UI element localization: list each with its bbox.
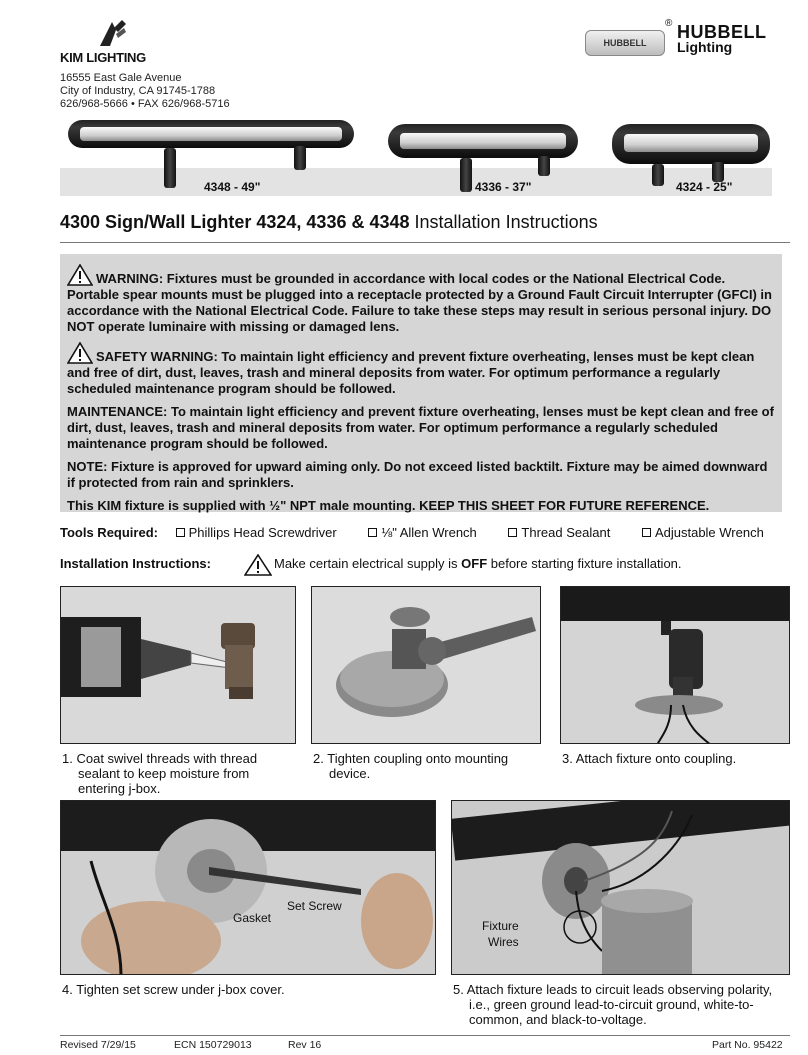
title-divider [60,242,790,243]
footer-rev: Rev 16 [288,1039,322,1051]
fixture-wires-label-1: Fixture [482,919,519,933]
address-line-1: 16555 East Gale Avenue [60,72,182,84]
product-label-4336: 4336 - 37" [475,180,532,194]
address-line-2: City of Industry, CA 91745-1788 [60,85,216,97]
hubbell-lighting-logo [585,18,795,58]
hubbell-sub: Lighting [677,39,733,55]
warning-general: WARNING: Fixtures must be grounded in accordance with local codes or the National Electrical Code. Portable spear mounts must be plugged into a receptacle protected by a Ground Fault Circuit Interrupter (GFCI) in accordance with the National Electrical Code. Failure to take these steps may result in serious personal injury. DO NOT operate luminaire with missing or damaged lens. [67,264,774,335]
warning-safety: SAFETY WARNING: To maintain light efficiency and prevent fixture overheating, lenses must be kept clean and free of dirt, dust, leaves, trash and mineral deposits from water. For optimum performance a regularly scheduled maintenance program should be followed. [67,342,774,397]
footer-part-number: Part No. 95422 [712,1039,783,1051]
page-title [60,212,598,233]
power-off-message: Make certain electrical supply is OFF before starting fixture installation. [274,556,682,571]
tools-label: Tools Required: [60,525,158,540]
checkbox-icon [508,528,517,537]
step-2-photo [311,586,541,744]
step-4-caption: 4. Tighten set screw under j-box cover. [62,982,285,997]
warning-triangle-icon [67,264,93,286]
footer-divider [60,1035,790,1036]
product-label-4348: 4348 - 49" [204,180,261,194]
step-5-caption: 5. Attach fixture leads to circuit leads observing polarity, i.e., green ground lead-to-circuit ground, white-to-common, and black-to-voltage. [453,982,773,1027]
step-2-caption: 2. Tighten coupling onto mounting device. [313,751,509,781]
title-bold: 4300 Sign/Wall Lighter 4324, 4336 & 4348 [60,212,410,232]
title-regular: Installation Instructions [409,212,598,232]
footer-revised: Revised 7/29/15 [60,1039,136,1051]
kim-lighting-logo [60,18,170,68]
hubbell-badge: HUBBELL [585,30,665,56]
kim-logo-mark-icon [96,18,130,48]
warning-box [60,254,782,512]
tool-item: ⅛" Allen Wrench [368,525,476,540]
gasket-label: Gasket [233,911,272,925]
step-3-photo [560,586,790,744]
mounting-note: This KIM fixture is supplied with ½" NPT male mounting. KEEP THIS SHEET FOR FUTURE REFERENCE. [67,498,710,513]
tools-required [60,525,764,540]
registered-mark: ® [665,18,673,29]
step-4-photo [60,800,436,975]
fixture-wires-label-2: Wires [488,935,519,949]
checkbox-icon [642,528,651,537]
maintenance-note: MAINTENANCE: To maintain light efficiency and prevent fixture overheating, lenses must be kept clean and free of dirt, dust, leaves, trash and mineral deposits from water. For optimum performance a regularly scheduled maintenance program should be followed. [67,404,774,451]
tool-item: Thread Sealant [508,525,610,540]
set-screw-label: Set Screw [287,899,342,913]
address-block [60,72,230,111]
tool-item: Phillips Head Screwdriver [176,525,337,540]
step-1-caption: 1. Coat swivel threads with thread sealant to keep moisture from entering j-box. [62,751,258,796]
checkbox-icon [368,528,377,537]
step-1-photo [60,586,296,744]
footer-ecn: ECN 150729013 [174,1039,252,1051]
aiming-note: NOTE: Fixture is approved for upward aiming only. Do not exceed listed backtilt. Fixture may be aimed downward if protected from rain and sprinklers. [67,459,768,490]
installation-header [60,556,682,571]
installation-label: Installation Instructions: [60,556,211,571]
product-label-4324: 4324 - 25" [676,180,733,194]
step-3-caption: 3. Attach fixture onto coupling. [562,751,737,766]
checkbox-icon [176,528,185,537]
address-line-3: 626/968-5666 • FAX 626/968-5716 [60,98,230,110]
brand-name: KIM LIGHTING [60,50,146,65]
warning-triangle-icon [67,342,93,364]
hubbell-name: HUBBELL [677,22,767,42]
tool-item: Adjustable Wrench [642,525,764,540]
warning-triangle-icon [244,554,272,576]
step-5-photo [451,800,790,975]
